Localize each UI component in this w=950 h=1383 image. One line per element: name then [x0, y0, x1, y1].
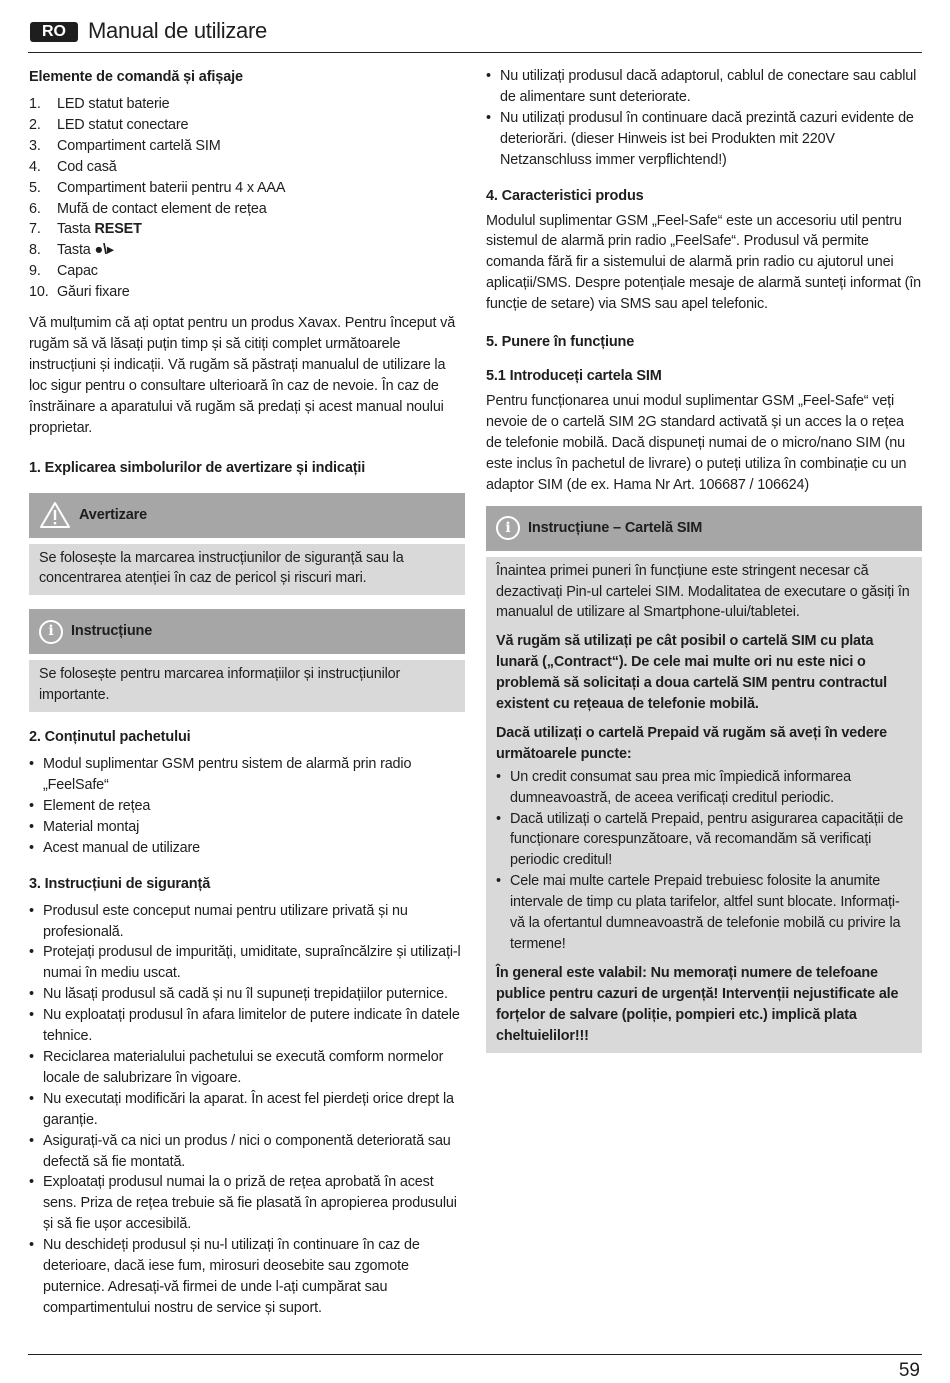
safety-list-continued — [486, 66, 922, 171]
controls-item — [29, 219, 465, 240]
left-column — [29, 66, 465, 1319]
info-box — [29, 609, 465, 712]
section51-text: Pentru funcționarea unui modul suplimentar GSM „Feel-Safe“ veți nevoie de o cartelă SIM 2G standard activată și un acces la o rețea de telefonie mobilă. Dacă dispuneți numai de o micro/nano SIM (nu este inclus în pachetul de livrare) o puteți utiliza în combinație cu un adaptor SIM (de ex. Hama Nr Art. 106687 / 106624) — [486, 393, 907, 493]
safety-item: • Exploatați produsul numai la o priză de rețea aprobată în acest sens. Priza de rețea trebuie să fie plasată în apropierea produsului și să fie ușor accesibilă. — [29, 1172, 465, 1235]
section5-heading: 5. Punere în funcțiune — [486, 334, 635, 351]
page-title: Manual de utilizare — [88, 18, 267, 43]
controls-item — [29, 261, 465, 282]
item-text: Compartiment cartelă SIM — [57, 137, 221, 154]
item-text: Compartiment baterii pentru 4 x AAA — [57, 179, 286, 196]
info-text: Se folosește pentru marcarea informațiilor și instrucțiunilor importante. — [39, 666, 401, 704]
safety-item: • Nu utilizați produsul în continuare dacă prezintă cazuri evidente de deteriorări. (dieser Hinweis ist bei Produkten mit 220V Netzanschluss immer verpflichtend!) — [486, 108, 922, 171]
section2-heading: 2. Conținutul pachetului — [29, 729, 191, 746]
item-number: 10. — [29, 284, 49, 301]
sim-paragraph-4: În general este valabil: Nu memorați numere de telefoane publice pentru cazuri de urgență! Intervenții nejustificate ale forțelor de salvare (poliție, pompieri etc.) implică plata cheltuielilor!!! — [496, 964, 899, 1044]
safety-item: • Nu executați modificări la aparat. În acest fel pierdeți orice drept la garanție. — [29, 1089, 465, 1131]
sim-box-label: Instrucțiune – Cartelă SIM — [528, 519, 703, 536]
warning-text: Se folosește la marcarea instrucțiunilor de siguranță sau la concentrarea atenției în caz de pericol și riscuri mari. — [39, 549, 404, 587]
info-icon: i — [496, 516, 520, 540]
section1-heading: 1. Explicarea simbolurilor de avertizare și indicații — [29, 459, 366, 476]
prepaid-item: • Un credit consumat sau prea mic împiedică informarea dumneavoastră, de aceea verificați creditul periodic. — [496, 767, 912, 809]
sim-paragraph-3: Dacă utilizați o cartelă Prepaid vă rugăm să aveți în vedere următoarele puncte: — [496, 724, 887, 762]
safety-item: • Nu exploatați produsul în afara limitelor de putere indicate în datele tehnice. — [29, 1005, 465, 1047]
package-item: • Acest manual de utilizare — [29, 838, 465, 859]
info-box-header — [29, 609, 465, 654]
item-bold-text: RESET — [94, 221, 142, 238]
item-text: Mufă de contact element de rețea — [57, 200, 267, 217]
safety-item: • Protejați produsul de impurități, umiditate, supraîncălzire și utilizați-l numai în mediu uscat. — [29, 942, 465, 984]
item-bold-text: ●\▸ — [94, 242, 114, 259]
controls-item — [29, 240, 465, 261]
package-item: • Element de rețea — [29, 796, 465, 817]
package-item: • Material montaj — [29, 817, 465, 838]
prepaid-list — [496, 767, 912, 955]
safety-item: • Nu deschideți produsul și nu-l utilizați în continuare în caz de deterioare, dacă iese fum, mirosuri deosebite sau zgomote puternice. Adresați-vă firmei de unde l-ați cumpărat sau compartimentului nostru de service și suport. — [29, 1235, 465, 1319]
sim-paragraph-1: Înaintea primei puneri în funcțiune este stringent necesar că dezactivați Pin-ul cartelei SIM. Modalitatea de executare o găsiți în manualul de utilizare al Smartphone-ului/tabletei. — [496, 562, 910, 621]
item-text: Găuri fixare — [57, 284, 130, 301]
page-number: 59 — [898, 1360, 920, 1381]
package-contents-list — [29, 754, 465, 859]
info-label: Instrucțiune — [71, 623, 153, 640]
item-number: 3. — [29, 137, 41, 154]
controls-item — [29, 178, 465, 199]
safety-item: • Produsul este conceput numai pentru utilizare privată și nu profesională. — [29, 901, 465, 943]
warning-box-header — [29, 493, 465, 538]
item-number: 2. — [29, 116, 41, 133]
warning-box — [29, 493, 465, 596]
safety-item: • Asigurați-vă ca nici un produs / nici o componentă deteriorată sau defectă să fie montată. — [29, 1131, 465, 1173]
right-column — [486, 66, 922, 1053]
item-text: Tasta — [57, 221, 95, 238]
item-number: 1. — [29, 96, 41, 112]
warning-label: Avertizare — [79, 506, 148, 523]
prepaid-item: • Cele mai multe cartele Prepaid trebuiesc folosite la anumite intervale de timp cu plata tarifelor, altfel sunt blocate. Informați-vă la ofertantul dumneavoastră de telefonie mobilă cu privire la termene! — [496, 871, 912, 955]
item-text: Tasta — [57, 242, 95, 259]
safety-list — [29, 901, 465, 1319]
controls-item — [29, 157, 465, 178]
item-number: 4. — [29, 158, 41, 175]
item-text: LED statut conectare — [57, 116, 189, 133]
item-text: LED statut baterie — [57, 96, 170, 112]
sim-box-body — [486, 557, 922, 1053]
prepaid-item: • Dacă utilizați o cartelă Prepaid, pentru asigurarea capacității de funcționare corespunzătoare, vă recomandăm să verificați periodic creditul! — [496, 809, 912, 872]
item-number: 6. — [29, 200, 41, 217]
sim-paragraph-2: Vă rugăm să utilizați pe cât posibil o cartelă SIM cu plata lunară („Contract“). De cele mai multe ori nu este nici o problemă să solicitați a doua cartelă SIM pentru contractul existent cu rețeaua de telefonie mobilă. — [496, 633, 887, 713]
controls-list — [29, 94, 465, 303]
section3-heading: 3. Instrucțiuni de siguranță — [29, 875, 211, 892]
item-number: 9. — [29, 263, 41, 280]
intro-paragraph: Vă mulțumim că ați optat pentru un produs Xavax. Pentru început vă rugăm să vă lăsați puțin timp și să citiți complet următoarele instrucțiuni și indicații. Vă rugăm să păstrați manualul de utilizare la loc sigur pentru o consultare ulterioară în caz de nevoie. În caz de înstrăinare a aparatului vă rugăm să predați și acest manual noului proprietar. — [29, 315, 456, 436]
section51-heading: 5.1 Introduceți cartela SIM — [486, 368, 662, 385]
sim-box-header — [486, 506, 922, 551]
section4-heading: 4. Caracteristici produs — [486, 187, 644, 204]
safety-item: • Nu utilizați produsul dacă adaptorul, cablul de conectare sau cablul de alimentare sunt deteriorate. — [486, 66, 922, 108]
safety-item: • Reciclarea materialului pachetului se execută comform normelor locale de salubrizare în vigoare. — [29, 1047, 465, 1089]
controls-heading: Elemente de comandă și afișaje — [29, 69, 243, 85]
package-item: • Modul suplimentar GSM pentru sistem de alarmă prin radio „FeelSafe“ — [29, 754, 465, 796]
safety-item: • Nu lăsați produsul să cadă și nu îl supuneți trepidațiilor puternice. — [29, 984, 465, 1005]
footer-divider — [28, 1354, 922, 1355]
controls-item — [29, 199, 465, 220]
section4-text: Modulul suplimentar GSM „Feel-Safe“ este un accesoriu util pentru sistemul de alarmă prin radio „FeelSafe“. Produsul vă permite comanda fără fir a sistemului de alarmă prin radio cu ajutorul unei aplicații/SMS. Despre potențiale mesaje de alarmă sunteți informat (în funcție de setare) via SMS sau apel telefonic. — [486, 212, 922, 313]
warning-triangle-icon — [39, 501, 71, 529]
controls-item — [29, 94, 465, 115]
item-number: 8. — [29, 242, 41, 259]
controls-item — [29, 115, 465, 136]
item-text: Capac — [57, 263, 98, 280]
page-header — [28, 16, 922, 53]
controls-item — [29, 282, 465, 303]
item-text: Cod casă — [57, 158, 117, 175]
language-badge: RO — [30, 22, 78, 42]
info-icon: i — [39, 620, 63, 644]
sim-info-box — [486, 506, 922, 1053]
item-number: 5. — [29, 179, 41, 196]
controls-item — [29, 136, 465, 157]
item-number: 7. — [29, 221, 41, 238]
